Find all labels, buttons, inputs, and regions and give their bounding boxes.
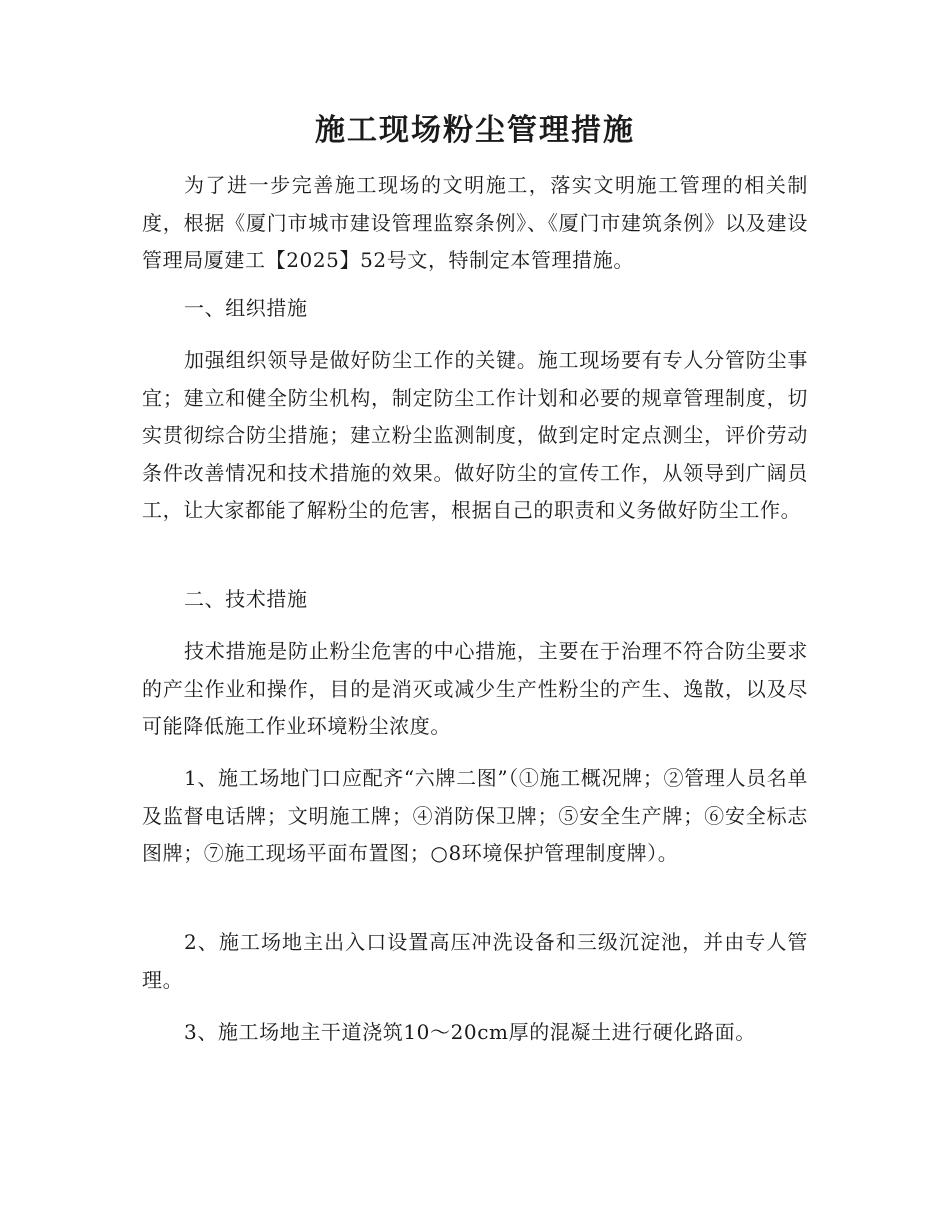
list-item: 1、施工场地门口应配齐“六牌二图”（①施工概况牌；②管理人员名单及监督电话牌；文明施工牌；④消防保卫牌；⑤安全生产牌；⑥安全标志图牌；⑦施工现场平面布置图；○8环境保护管理制度牌）。 — [142, 766, 808, 865]
technical-paragraph: 技术措施是防止粉尘危害的中心措施，主要在于治理不符合防尘要求的产尘作业和操作，目的是消灭或减少生产性粉尘的产生、逸散，以及尽可能降低施工作业环境粉尘浓度。 — [142, 639, 808, 738]
list-item: 3、施工场地主干道浇筑10～20cm厚的混凝土进行硬化路面。 — [184, 1020, 756, 1044]
intro-paragraph: 为了进一步完善施工现场的文明施工，落实文明施工管理的相关制度，根据《厦门市城市建设管理监察条例》、《厦门市建筑条例》以及建设管理局厦建工【2025】52号文，特制定本管理措施。 — [142, 173, 808, 272]
section-heading-organization: 一、组织措施 — [184, 296, 308, 320]
document-title: 施工现场粉尘管理措施 — [315, 113, 635, 148]
list-item: 2、施工场地主出入口设置高压冲洗设备和三级沉淀池，并由专人管理。 — [142, 930, 808, 992]
section-heading-technical: 二、技术措施 — [184, 587, 308, 611]
organization-paragraph: 加强组织领导是做好防尘工作的关键。施工现场要有专人分管防尘事宜；建立和健全防尘机构，制定防尘工作计划和必要的规章管理制度，切实贯彻综合防尘措施；建立粉尘监测制度，做到定时定点测尘，评价劳动条件改善情况和技术措施的效果。做好防尘的宣传工作，从领导到广阔员工，让大家都能了解粉尘的危害，根据自己的职责和义务做好防尘工作。 — [142, 348, 808, 522]
